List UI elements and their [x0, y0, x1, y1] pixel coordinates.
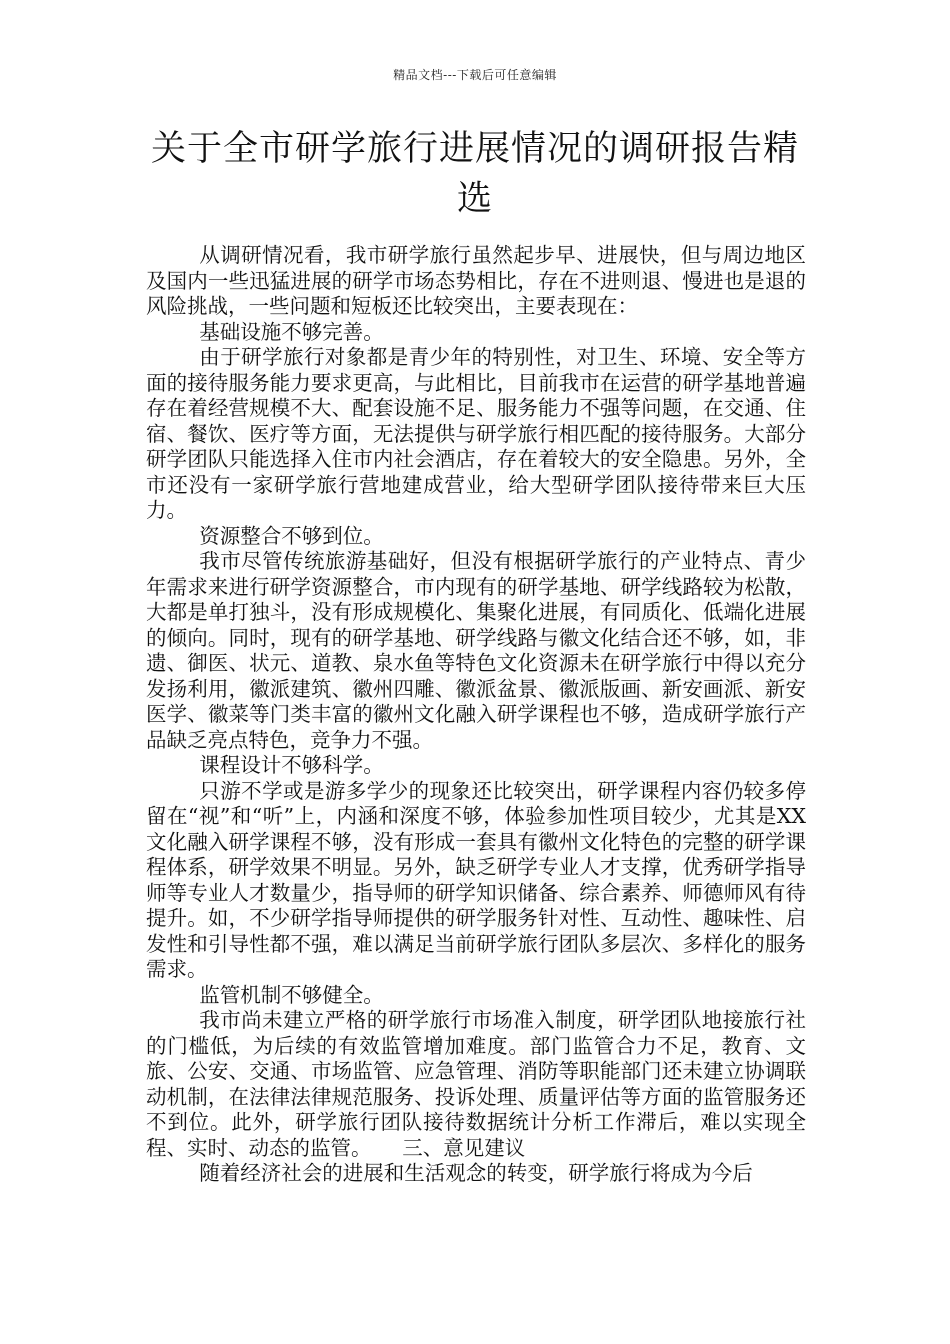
section-heading: 资源整合不够到位。	[199, 523, 384, 548]
paragraph: 随着经济社会的进展和生活观念的转变，研学旅行将成为今后	[199, 1161, 753, 1185]
document-title: 关于全市研学旅行进展情况的调研报告精选	[150, 129, 799, 219]
section-heading: 基础设施不够完善。	[199, 319, 384, 344]
document-body	[146, 243, 806, 1187]
paragraph: 我市尚未建立严格的研学旅行市场准入制度，研学团队地接旅行社的门槛低，为后续的有效监管增加难度。部门监管合力不足，教育、文旅、公安、交通、市场监管、应急管理、消防等职能部门还未建立协调联动机制，在法律法律规范服务、投诉处理、质量评估等方面的监管服务还不到位。此外，研学旅行团队接待数据统计分析工作滞后，难以实现全程、实时、动态的监管。 三、意见建议	[146, 1008, 806, 1160]
paragraph: 从调研情况看，我市研学旅行虽然起步早、进展快，但与周边地区及国内一些迅猛进展的研学市场态势相比，存在不进则退、慢进也是退的风险挑战，一些问题和短板还比较突出，主要表现在：	[146, 243, 806, 318]
section-heading: 课程设计不够科学。	[199, 753, 384, 777]
paragraph: 只游不学或是游多学少的现象还比较突出，研学课程内容仍较多停留在“视”和“听”上，内涵和深度不够，体验参加性项目较少，尤其是XX文化融入研学课程不够，没有形成一套具有徽州文化特色的完整的研学课程体系，研学效果不明显。另外，缺乏研学专业人才支撑，优秀研学指导师等专业人才数量少，指导师的研学知识储备、综合素养、师德师风有待提升。如，不少研学指导师提供的研学服务针对性、互动性、趣味性、启发性和引导性都不强，难以满足当前研学旅行团队多层次、多样化的服务需求。	[146, 778, 806, 981]
paragraph: 我市尽管传统旅游基础好，但没有根据研学旅行的产业特点、青少年需求来进行研学资源整合，市内现有的研学基地、研学线路较为松散，大都是单打独斗，没有形成规模化、集聚化进展，有同质化、低端化进展的倾向。同时，现有的研学基地、研学线路与徽文化结合还不够，如，非遗、御医、状元、道教、泉水鱼等特色文化资源未在研学旅行中得以充分发扬利用，徽派建筑、徽州四雕、徽派盆景、徽派版画、新安画派、新安医学、徽菜等门类丰富的徽州文化融入研学课程也不够，造成研学旅行产品缺乏亮点特色，竞争力不强。	[146, 549, 806, 752]
paragraph: 由于研学旅行对象都是青少年的特别性，对卫生、环境、安全等方面的接待服务能力要求更高，与此相比，目前我市在运营的研学基地普遍存在着经营规模不大、配套设施不足、服务能力不强等问题，在交通、住宿、餐饮、医疗等方面，无法提供与研学旅行相匹配的接待服务。大部分研学团队只能选择入住市内社会酒店，存在着较大的安全隐患。另外，全市还没有一家研学旅行营地建成营业，给大型研学团队接待带来巨大压力。	[146, 345, 806, 522]
header-note: 精品文档---下载后可任意编辑	[393, 68, 557, 82]
section-heading: 监管机制不够健全。	[199, 982, 384, 1007]
